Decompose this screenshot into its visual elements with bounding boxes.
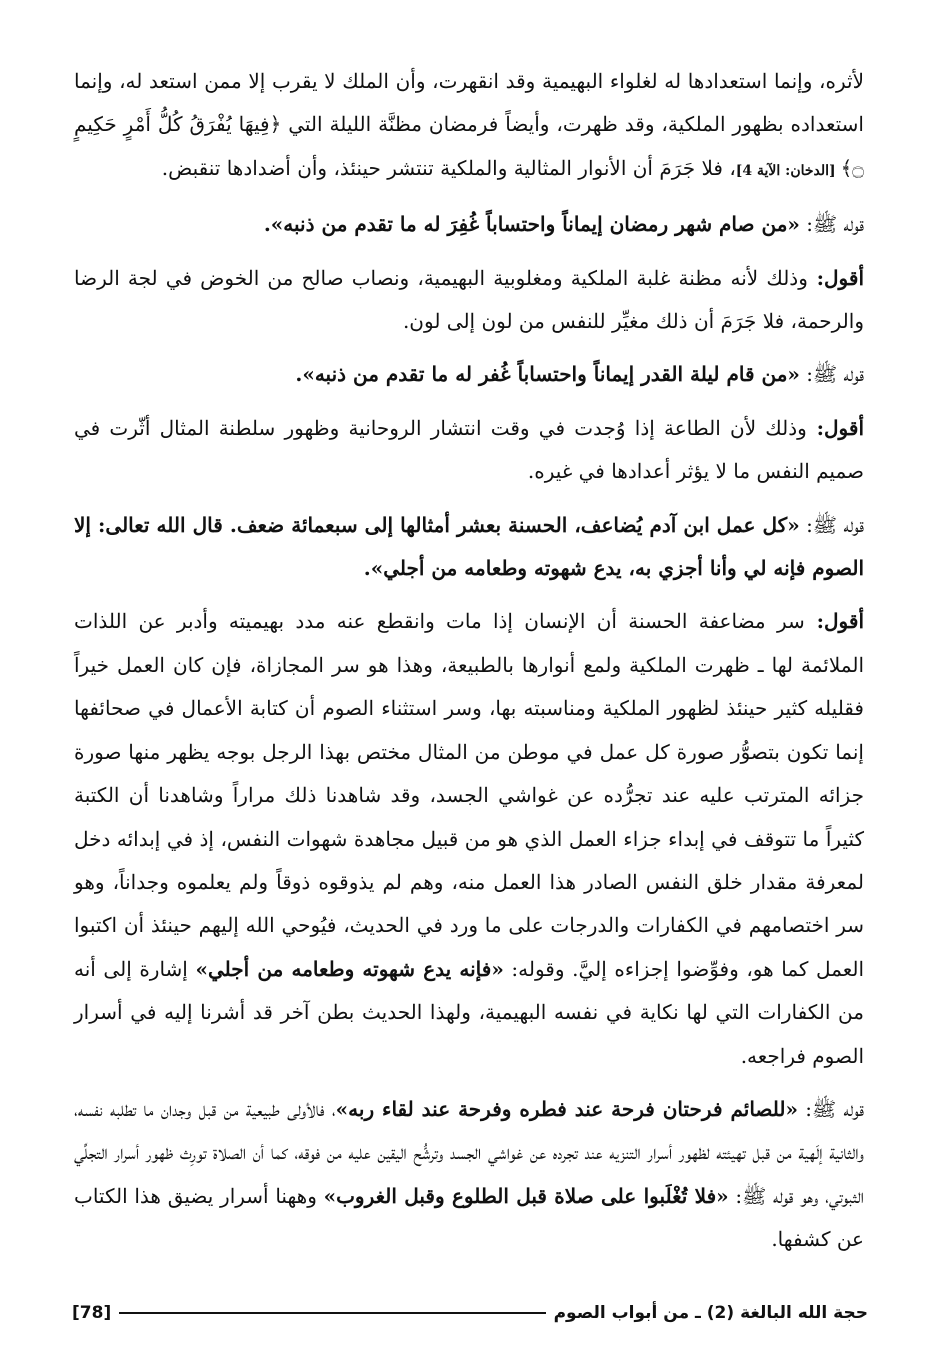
text-run: ، فالأولى طبيعية من قبل وجدان ما تطلبه نفسه، والثانية إلَهية من قبل تهيئته لظهور أسرار التنزيه عند تجرده عن غواشي الجسد وترشُّح اليقين عليه من فوقه، كما أن الصلاة تورِث ظهور أسرار التجلِّي الثبوتي، وهو قوله ﷺ: — [74, 1096, 864, 1208]
paragraph — [74, 504, 864, 591]
text-run: إشارة إلى أنه من الكفارات التي لها نكاية في نفسه البهيمية، ولهذا الحديث بطن آخر قد أشرنا إليه في أسرار الصوم فراجعه. — [74, 956, 864, 1068]
lead-word: أقول: — [807, 265, 864, 290]
footer-rule — [119, 1312, 545, 1314]
hadith-quote: «كل عمل ابن آدم يُضاعف، الحسنة بعشر أمثالها إلى سبعمائة ضعف. قال الله تعالى: إلا الصوم فإنه لي وأنا أجزي به، يدع شهوته وطعامه من أجلي». — [74, 512, 864, 581]
text-run: لأثره، وإنما استعدادها له لغلواء البهيمية وقد انقهرت، وأن الملك لا يقرب إلا ممن استعد له، وإنما استعداده بظهور الملكية، وقد ظهرت، وأيضاً فرمضان مظنَّة الليلة التي — [74, 69, 864, 137]
hadith-quote: «فلا تُغْلَبوا على صلاة قبل الطلوع وقبل الغروب» — [323, 1183, 729, 1208]
verse-reference: [الدخان: الآية 4] — [735, 162, 841, 179]
page-body — [74, 60, 864, 1262]
hadith-quote: «للصائم فرحتان فرحة عند فطره وفرحة عند لقاء ربه» — [335, 1096, 798, 1121]
paragraph — [74, 407, 864, 494]
text-run: ، فلا جَرَمَ أن الأنوار المثالية والملكية تنتشر حينئذ، وأن أضدادها تنقبض. — [161, 155, 736, 180]
text-run: قوله ﷺ: — [797, 1096, 864, 1121]
text-run: وذلك لأنه مظنة غلبة الملكية ومغلوبية البهيمية، ونصاب صالح من الخوض في لجة الرضا والرحمة، فلا جَرَمَ أن ذلك مغيِّر للنفس من لون إلى لون. — [74, 265, 864, 334]
text-run: وذلك لأن الطاعة إذا وُجدت في وقت انتشار الروحانية وظهور سلطنة المثال أثّرت في صميم النفس ما لا يؤثر أعدادها في غيره. — [74, 415, 864, 484]
text-run: قوله ﷺ: — [799, 512, 864, 537]
text-run: قوله ﷺ: — [799, 212, 864, 237]
footer-book-title: حجة الله البالغة (2) ـ من أبواب الصوم — [553, 1303, 868, 1323]
paragraph — [74, 353, 864, 396]
quran-verse: ﴿فِيهَا يُفْرَقُ كُلُّ أَمْرٍ حَكِيمٍ ۝﴾ — [74, 112, 864, 180]
lead-word: أقول: — [806, 415, 865, 440]
lead-word: أقول: — [804, 609, 864, 634]
paragraph — [74, 60, 864, 193]
paragraph — [74, 600, 864, 1077]
paragraph — [74, 1088, 864, 1262]
paragraph — [74, 203, 864, 246]
hadith-quote: «فإنه يدع شهوته وطعامه من أجلي» — [195, 956, 504, 981]
paragraph — [74, 257, 864, 344]
page-number: [78] — [72, 1303, 112, 1323]
hadith-quote: «من صام شهر رمضان إيماناً واحتساباً غُفِرَ له ما تقدم من ذنبه». — [263, 212, 800, 237]
text-run: سر مضاعفة الحسنة أن الإنسان إذا مات وانقطع عنه مدد بهيميته وأدبر عن اللذات الملائمة لها ـ ظهرت الملكية ولمع أنوارها بالطبيعة، وهذا هو سر المجازاة، فإن كان العمل خيراً فقليله كثير حينئذ لظهور الملكية ومناسبته بها، وسر استثناء الصوم أن كتابة الأعمال في صحائفها إنما تكون بتصوُّر صورة كل عمل في موطن من المثال مختص بهذا الرجل بوجه يظهر منها صورة جزائه المترتب عليه عند تجرُّده عن غواشي الجسد، وقد شاهدنا ذلك مراراً وشاهدنا أن الكتبة كثيراً ما تتوقف في إبداء جزاء العمل الذي هو من قبيل مجاهدة شهوات النفس، إذ في إبدائه دخل لمعرفة مقدار خلق النفس الصادر هذا العمل منه، وهم لم يذوقوه ذوقاً ولم يعلموه وجداناً، وهو سر اختصامهم في الكفارات والدرجات على ما ورد في الحديث، فيُوحي الله إليهم حينئذ أن اكتبوا العمل كما هو، وفوِّضوا إجزاءه إليَّ. وقوله: — [74, 609, 864, 981]
page-footer — [72, 1296, 868, 1330]
hadith-quote: «من قام ليلة القدر إيماناً واحتساباً غُفر له ما تقدم من ذنبه». — [295, 362, 800, 387]
text-run: قوله ﷺ: — [799, 362, 864, 387]
text-run: وههنا أسرار يضيق هذا الكتاب عن كشفها. — [74, 1183, 864, 1252]
